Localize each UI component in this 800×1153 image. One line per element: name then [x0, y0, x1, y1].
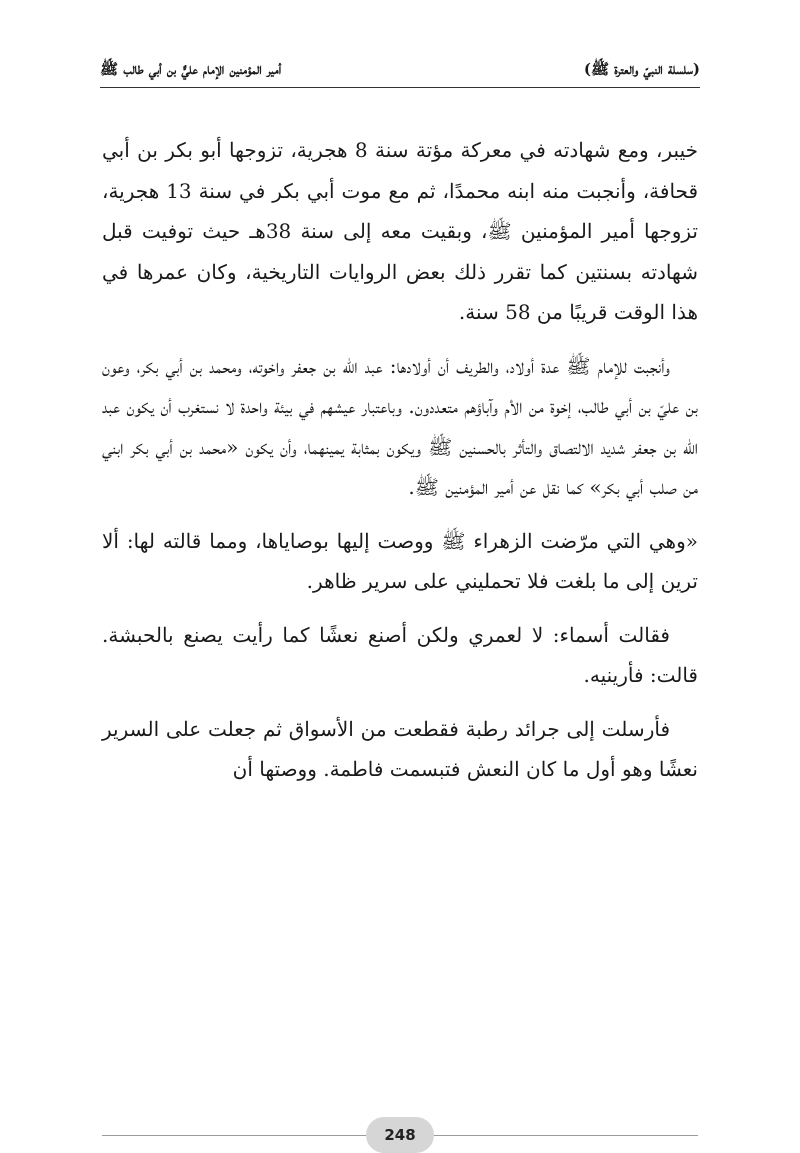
- page-number: 248: [366, 1117, 434, 1153]
- paragraph-3: «وهي التي مرّضت الزهراء ﷺ ووصت إليها بوصاياها، ومما قالته لها: ألا ترين إلى ما بلغت فلا تحمليني على سرير ظاهر.: [102, 528, 698, 593]
- paragraph-5: فأرسلت إلى جرائد رطبة فقطعت من الأسواق ثم جعلت على السرير نعشًا وهو أول ما كان النعش فتبسمت فاطمة. ووصتها أن: [102, 716, 698, 781]
- chapter-title: أمير المؤمنين الإمام عليٌّ بن أبي طالب ﷺ: [100, 60, 282, 78]
- paragraph-1: خيبر، ومع شهادته في معركة مؤتة سنة 8 هجرية، تزوجها أبو بكر بن أبي قحافة، وأنجبت منه ابنه محمدًا، ثم مع موت أبي بكر في سنة 13 هجرية، تزوجها أمير المؤمنين ﷺ، وبقيت معه إلى سنة 38هـ حيث توفيت قبل شهادته بسنتين كما تقرر ذلك بعض الروايات التاريخية، وكان عمرها في هذا الوقت قريبًا من 58 سنة.: [102, 138, 699, 324]
- series-title: (سلسلة النبيّ والعترة ﷺ): [583, 60, 700, 78]
- footer-divider-left: [102, 1135, 367, 1136]
- header-divider: [100, 87, 700, 88]
- running-header: [100, 48, 700, 88]
- page-body: [102, 130, 698, 803]
- paragraph-2: وأنجبت للإمام ﷺ عدة أولاد، والطريف أن أولادها: عبد الله بن جعفر واخوته، ومحمد بن أبي بكر، وعون بن عليّ بن أبي طالب، إخوة من الأم وآباؤهم متعددون. وباعتبار عيشهم في بيئة واحدة لا نستغرب أن يكون عبد الله بن جعفر شديد الالتصاق والتأثر بالحسنين ﷺ ويكون بمثابة يمينهما، وأن يكون «محمد بن أبي بكر ابني من صلب أبي بكر» كما نقل عن أمير المؤمنين ﷺ.: [102, 353, 698, 499]
- paragraph-4: فقالت أسماء: لا لعمري ولكن أصنع نعشًا كما رأيت يصنع بالحبشة. قالت: فأرينيه.: [102, 622, 698, 687]
- footer-divider-right: [433, 1135, 698, 1136]
